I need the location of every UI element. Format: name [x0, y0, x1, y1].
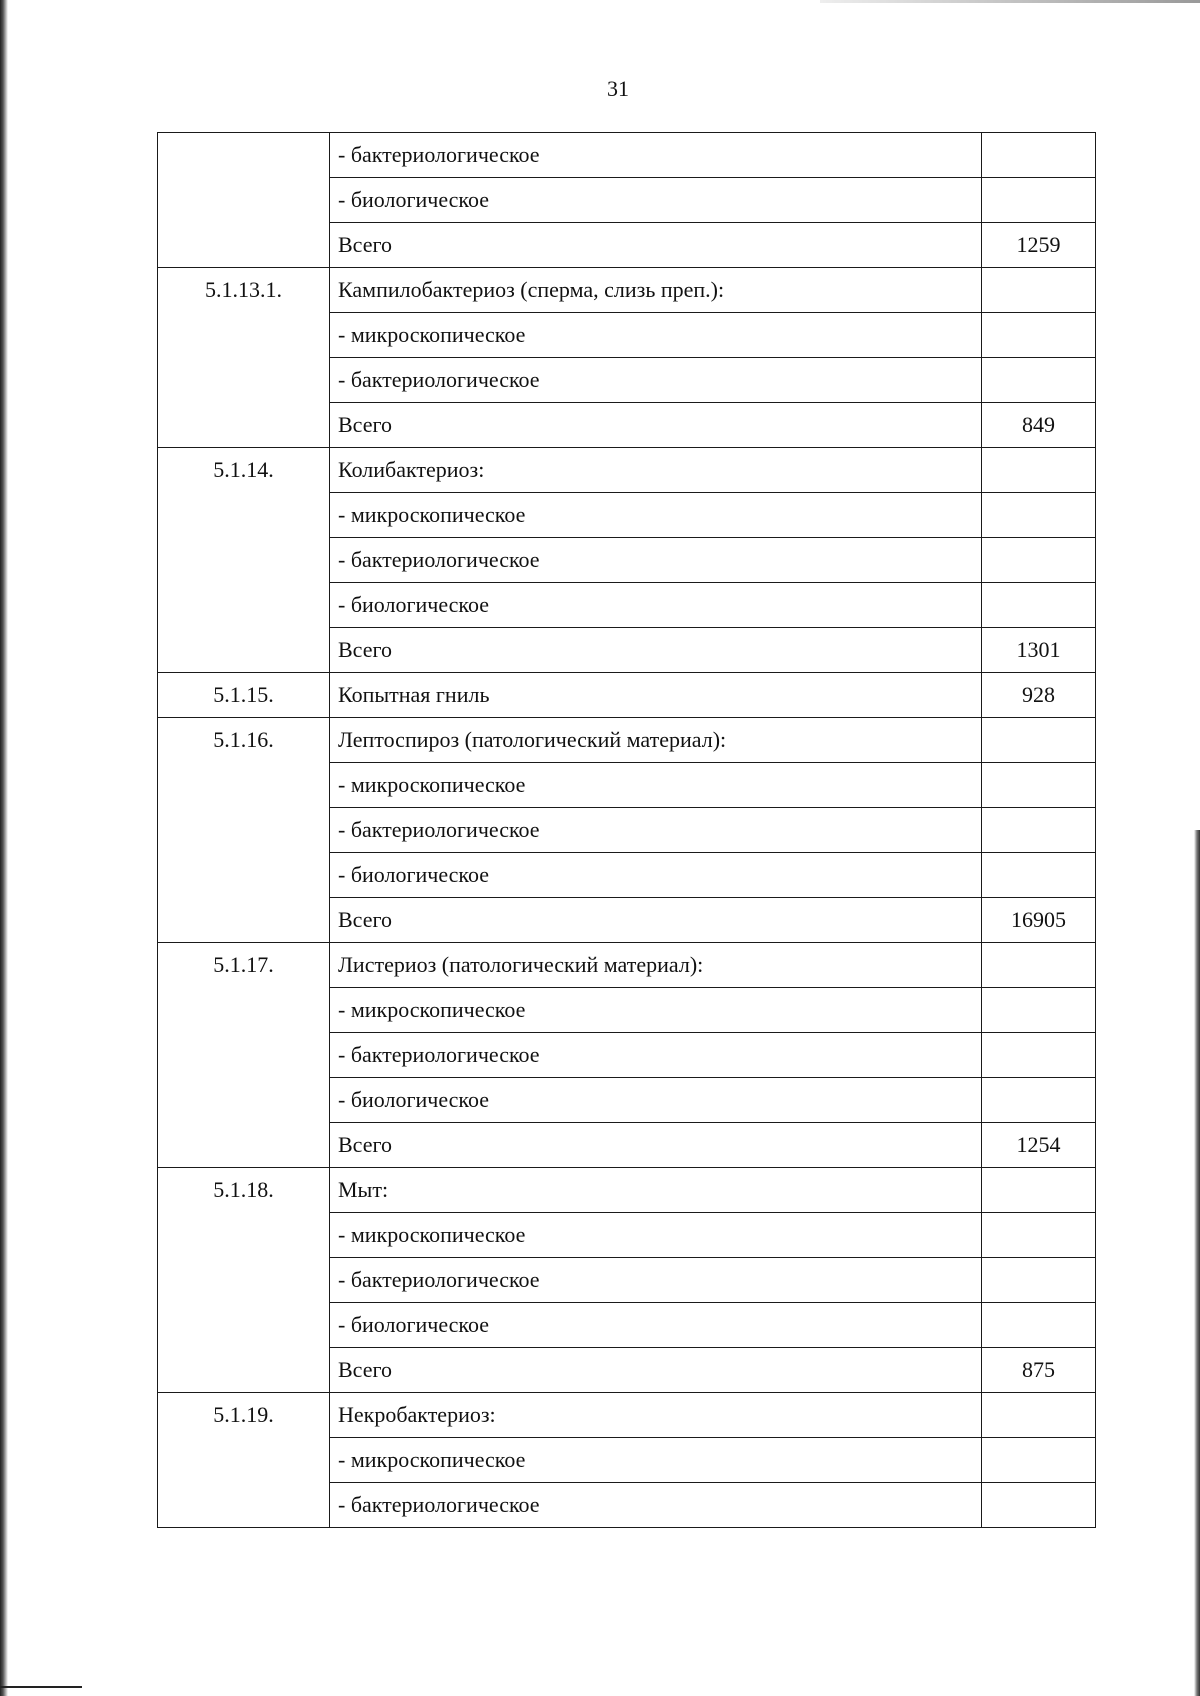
table-row	[158, 133, 1096, 178]
table-row	[158, 1168, 1096, 1213]
item-description: - микроскопическое	[330, 313, 982, 358]
item-code: 5.1.15.	[158, 673, 330, 718]
item-value	[982, 358, 1096, 403]
item-description: Некробактериоз:	[330, 1393, 982, 1438]
item-value: 928	[982, 673, 1096, 718]
item-description: - микроскопическое	[330, 988, 982, 1033]
item-description: - биологическое	[330, 1303, 982, 1348]
item-description: - микроскопическое	[330, 763, 982, 808]
table-row	[158, 448, 1096, 493]
scan-edge-left	[0, 0, 8, 1696]
item-description: - микроскопическое	[330, 493, 982, 538]
item-description: - биологическое	[330, 853, 982, 898]
item-value	[982, 808, 1096, 853]
item-value	[982, 1438, 1096, 1483]
item-value	[982, 1078, 1096, 1123]
item-description: Всего	[330, 628, 982, 673]
item-code: 5.1.18.	[158, 1168, 330, 1393]
item-description: - микроскопическое	[330, 1438, 982, 1483]
item-code: 5.1.17.	[158, 943, 330, 1168]
item-description: - бактериологическое	[330, 358, 982, 403]
item-description: Мыт:	[330, 1168, 982, 1213]
table-row	[158, 943, 1096, 988]
item-value	[982, 1303, 1096, 1348]
item-value	[982, 493, 1096, 538]
item-description: - бактериологическое	[330, 133, 982, 178]
item-value	[982, 133, 1096, 178]
item-code: 5.1.16.	[158, 718, 330, 943]
item-description: - бактериологическое	[330, 1258, 982, 1303]
item-value	[982, 853, 1096, 898]
item-description: - бактериологическое	[330, 538, 982, 583]
item-description: - биологическое	[330, 583, 982, 628]
item-description: Листериоз (патологический материал):	[330, 943, 982, 988]
item-description: Всего	[330, 1348, 982, 1393]
table-row	[158, 268, 1096, 313]
item-description: Лептоспироз (патологический материал):	[330, 718, 982, 763]
item-value	[982, 1033, 1096, 1078]
scan-edge-right	[1194, 830, 1200, 1696]
item-value	[982, 763, 1096, 808]
table-row	[158, 1393, 1096, 1438]
item-description: Всего	[330, 403, 982, 448]
item-description: - бактериологическое	[330, 1483, 982, 1528]
item-description: Всего	[330, 1123, 982, 1168]
item-value: 1301	[982, 628, 1096, 673]
item-description: - бактериологическое	[330, 1033, 982, 1078]
table-body	[158, 133, 1096, 1528]
item-value	[982, 988, 1096, 1033]
table-row	[158, 673, 1096, 718]
item-value	[982, 538, 1096, 583]
item-description: Всего	[330, 898, 982, 943]
item-value	[982, 1483, 1096, 1528]
item-value	[982, 448, 1096, 493]
page-number: 31	[607, 76, 629, 101]
item-description: - биологическое	[330, 1078, 982, 1123]
services-table	[157, 132, 1096, 1528]
item-description: - бактериологическое	[330, 808, 982, 853]
item-description: Кампилобактериоз (сперма, слизь преп.):	[330, 268, 982, 313]
item-description: Всего	[330, 223, 982, 268]
item-code	[158, 133, 330, 268]
item-value: 16905	[982, 898, 1096, 943]
item-code: 5.1.14.	[158, 448, 330, 673]
item-value	[982, 268, 1096, 313]
scan-mark-bottom	[0, 1686, 82, 1688]
item-value	[982, 583, 1096, 628]
item-value: 875	[982, 1348, 1096, 1393]
item-value	[982, 1393, 1096, 1438]
item-value: 1254	[982, 1123, 1096, 1168]
item-value: 1259	[982, 223, 1096, 268]
item-value	[982, 1213, 1096, 1258]
item-value	[982, 1168, 1096, 1213]
item-value: 849	[982, 403, 1096, 448]
item-code: 5.1.19.	[158, 1393, 330, 1528]
item-code: 5.1.13.1.	[158, 268, 330, 448]
table-row	[158, 718, 1096, 763]
item-value	[982, 313, 1096, 358]
item-value	[982, 178, 1096, 223]
item-description: Копытная гниль	[330, 673, 982, 718]
item-value	[982, 1258, 1096, 1303]
item-description: Колибактериоз:	[330, 448, 982, 493]
item-value	[982, 943, 1096, 988]
item-description: - микроскопическое	[330, 1213, 982, 1258]
scan-edge-top	[820, 0, 1200, 3]
item-value	[982, 718, 1096, 763]
item-description: - биологическое	[330, 178, 982, 223]
